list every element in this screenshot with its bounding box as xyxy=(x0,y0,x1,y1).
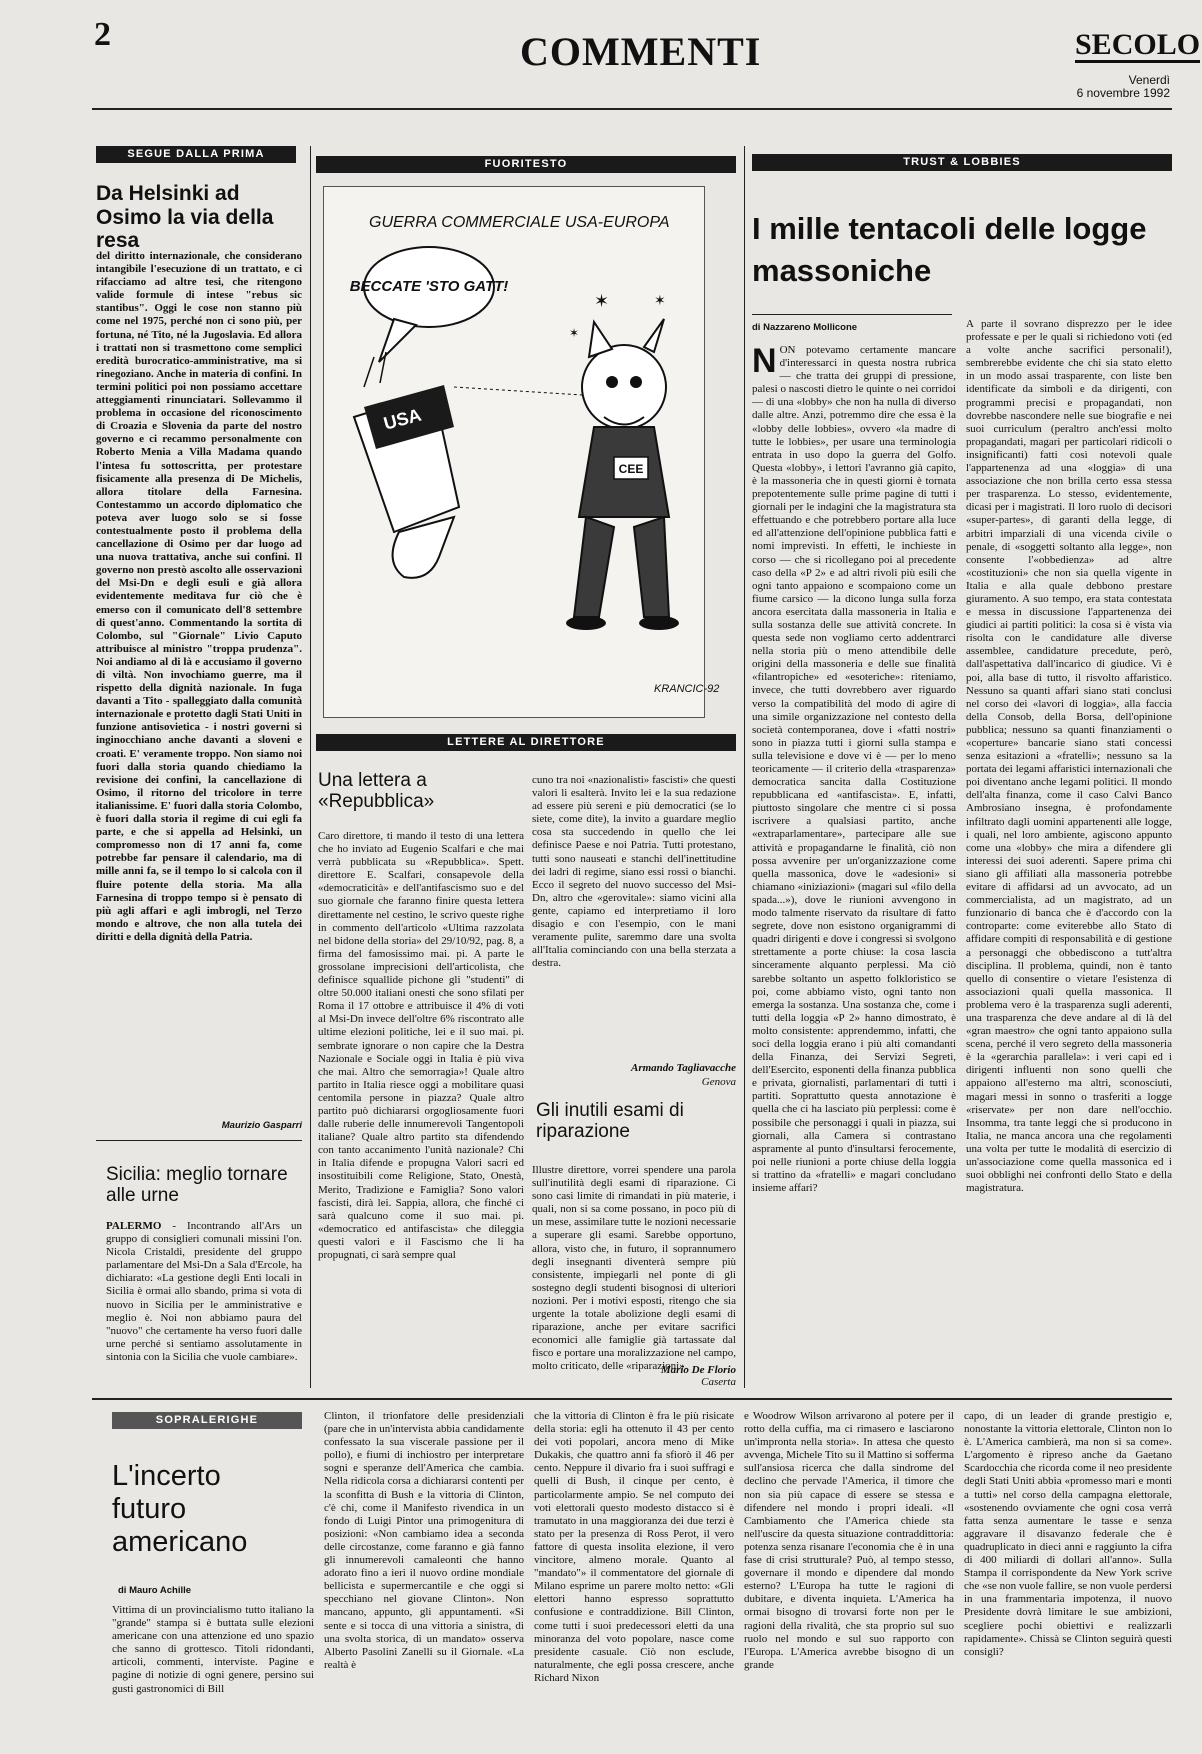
article-incerto-col2: Clinton, il trionfatore delle presidenziali (pare che in un'intervista abbia candidamente confessato la sua viscerale passione per il pollo), e fiumi di inchiostro per interpretare sogni e speranze dell'America che cambia. Nella ridicola corsa a dichiararsi contenti per la sconfitta di Bush e la vittoria di Clinton, c'è chi, come il Manifesto rivendica in un fondo di Luigi Pintor una primogenitura di posizioni: «Non cambiamo idea a seconda delle circostanze, come faranno e già fanno gli innumerevoli camaleonti che hanno adorato fino a ieri il nuovo ordine mondiale bellicista e supermercantile e che oggi si specchiano nel giovane Clinton». Non mancano, appunto, gli appuntamenti. «Si sente e si tocca di una vittoria a sinistra, di una svolta storica, di un mandato» osserva Alberto Pasolini Zanelli su il Giornale. «La realtà è xyxy=(324,1410,524,1671)
city-caserta: Caserta xyxy=(701,1376,736,1388)
section-label-lettere: LETTERE AL DIRETTORE xyxy=(316,734,736,751)
headline-helsinki: Da Helsinki ad Osimo la via della resa xyxy=(96,182,274,253)
cartoon-frame xyxy=(323,186,720,718)
section-label-trust-lobbies: TRUST & LOBBIES xyxy=(752,154,1172,171)
star-icon: ✶ xyxy=(654,294,666,309)
masthead-logo: SECOLO xyxy=(1075,28,1201,61)
section-label-segue: SEGUE DALLA PRIMA xyxy=(96,146,296,163)
cat-legs xyxy=(574,517,669,617)
article-incerto-col5: capo, di un leader di grande prestigio e, nonostante la vittoria elettorale, Clinton non lo è. L'America cambierà, ma non si sa come». L'argomento è ripreso anche da Gaetano Scardocchia che ricorda come il neo presidente degli Stati Uniti abbia «promesso mari e monti a tutti» nel corso della campagna elettorale, «sostenendo ovviamente che ogni cosa verrà fatta senza aumentare le tasse e senza aggravare il disavanzo federale che è quadruplicato in dieci anni e raggiunto la cifra di 400 miliardi di dollari all'anno». Sulla Stampa il corrispondente da New York scrive che «se non vuole fallire, se non vuole perdersi in una frammentaria impotenza, il nuovo Presidente dovrà limitare le sue ambizioni, scegliere pochi obiettivi e realizzarli rapidamente». Chissà se Clinton seguirà questi consigli? xyxy=(964,1410,1172,1658)
cat-head xyxy=(582,345,666,429)
article-logge-text-a: ON potevamo certamente mancare d'interessarci in questa nostra rubrica — che tratta dei gruppi di pressione, palesi o nascosti dietro le quinte o nei corridoi — di una «lobby» che non ha nulla di diverso dalle altre. Anzi, potremmo dire che essa è la «lobby delle lobbies», ovvero «la madre di tutte le lobbies», per usare una terminologia entrata in uso dopo la guerra del Golfo. Questa «lobby», i lettori l'avranno già capito, è la massoneria che in questi giorni è tornata prepotentemente sulle prime pagine di tutti i giornali per le indagini che la magistratura sta effettuando e che potrebbero portare alla luce ed all'attenzione dell'opinione pubblica fatti e nomi imprevisti. In effetti, le inchieste in corso — che si ricollegano poi al precedente caso della «P 2» e ad altri rivoli più esili che ogni tanto appaiono e scompaiono come un fiume carsico — la dicono lunga sulla forza ancora esercitata dalla massoneria in Italia e sulla sostanza delle sue attività concrete. In questa sede non vogliamo certo addentrarci nella storia più o meno attendibile delle origini della massoneria e delle sue finalità «filantropiche» ed «esoteriche»: riteniamo, invece, che tutti dovrebbero aver riguardo verso la compatibilità del modo di agire di una simile organizzazione nel contesto della società contemporanea, dove i «fatti nostri» sono in piazza tutti i giorni sulla stampa e sulla televisione e dove vi è — per lo meno teoricamente — il criterio della «trasparenza» democratica sancita dalla Costituzione repubblicana ed «antifascista». E, infatti, piuttosto singolare che mentre ci si possa iscrivere a qualsiasi partito, anche «extraparlamentare», partecipare alle sue attività e propagandarne le finalità, ciò non possa avvenire per un'organizzazione come quella massonica, dove le «adesioni» si chiamano «iniziazioni» (magari sul «filo della spada...»), dove le riunioni avvengono in modo talmente riservato da risultare di fatto segrete, dove non esistono organigrammi di quadri dirigenti e dove i congressi si svolgono strettamente a porte chiuse: la cosa lascia sinceramente alquanto perplessi. Ma ciò sarebbe soltanto un aspetto folkloristico se poi, come abbiamo visto, ogni tanto non emerga la sostanza. Una sostanza che, come i tutti della loggia «P 2» hanno dimostrato, è molto consistente: apprendemmo, infatti, che soci della loggia erano i più alti comandanti della Finanza, dei Servizi Segreti, dell'Esercito, esponenti della finanza pubblica e privata, giornalisti, parlamentari di tutti i partiti. Soprattutto questa annotazione è quella che ci ha lasciato più perplessi: come è possibile che personaggi i quali in piazza, sui giornali, alla Camera si contrastano aspramente al punto d'insultarsi ferocemente, poi nelle riunioni a porte chiuse della loggia si trattino da «fratelli» e magari concludano insieme affari? xyxy=(752,344,956,1194)
byline-rule xyxy=(752,314,952,315)
column-rule xyxy=(744,146,745,1388)
cat-foot xyxy=(566,616,606,630)
bottom-section-rule xyxy=(92,1398,1172,1400)
section-label-fuoritesto: FUORITESTO xyxy=(316,156,736,173)
cat-foot xyxy=(639,616,679,630)
motion-line xyxy=(364,357,374,387)
article-sicilia-body xyxy=(106,1220,302,1388)
cartoon-illustration xyxy=(324,187,720,717)
issue-date xyxy=(1070,74,1170,100)
byline-achille: di Mauro Achille xyxy=(118,1585,192,1596)
author-tagliavacche: Armando Tagliavacche xyxy=(630,1062,736,1074)
date: 6 novembre 1992 xyxy=(1076,86,1170,100)
drop-cap: N xyxy=(752,342,777,380)
author-de-florio: Mario De Florio xyxy=(660,1364,736,1376)
page-number: 2 xyxy=(94,16,111,53)
headline-incerto-futuro: L'incerto futuro americano xyxy=(112,1460,248,1558)
article-logge-body-a xyxy=(752,344,956,1386)
cat-eye xyxy=(606,376,618,388)
balloon-text: BECCATE 'STO GATT! xyxy=(349,278,509,295)
cartoon-title: GUERRA COMMERCIALE USA-EUROPA xyxy=(369,214,670,231)
article-incerto-col3: che la vittoria di Clinton è fra le più risicate della storia: egli ha ottenuto il 43 per cento dei voti popolari, ancora meno di Mike Dukakis, che quattro anni fa sfiorò il 46 per cento. Neppure il divario fra i suoi suffragi e quelli di Bush, il cinque per cento, è particolarmente ampio. Se nel computo dei voti elettorali questo modesto distacco si è tramutato in una maggioranza dei due terzi è stato per la presenza di Ross Perot, il vero fattore di questa insolita elezione, il vero vincitore, almeno morale. Quanto al "mandato"» il commentatore del giornale di Milano esprime un parere molto netto: «Gli elettori hanno espresso soprattutto confusione e contraddizione. Bill Clinton, come tutti i suoi predecessori eletti da una minoranza del voto popolare, nasce come presidente casuale. Ciò non esclude, naturalmente, che egli possa crescere, anche Richard Nixon xyxy=(534,1410,734,1684)
divider xyxy=(96,1140,302,1141)
article-sicilia-text: - Incontrando all'Ars un gruppo di consiglieri comunali missini l'on. Nicola Cristaldi, presidente del gruppo parlamentare del Msi-Dn a Sala d'Ercole, ha dichiarato: «La gestione degli Enti locali in Sicilia è ormai allo sbando, prima si vota di nuovo in Sicilia per le amministrative e meglio è. Noi non abbiamo paura del "nuovo" che certamente ha verso fuori dalle urne perché si sentiamo assolutamente in sintonia con la Sicilia che vuole cambiare». xyxy=(106,1220,302,1363)
headline-sicilia: Sicilia: meglio tornare alle urne xyxy=(106,1164,288,1207)
letter-repubblica-continued: cuno tra noi «nazionalisti» fascisti» che questi valori li esalterà. Invito lei e la sua redazione ad essere più sereni e più democratici (se lo siete, come dite), la invito a guardare meglio cosa sta succedendo in quello che lei definisce Paese e noi Patria. Tutti protestano, tutti sono nauseati e stanchi dell'inettitudine dei ladri di regime, siano essi rossi o bianchi. Ecco il segreto del nuovo successo del Msi-Dn, altro che «gerovitale»: siamo vicini alla gente, capiamo ed interpretiamo il loro disagio e con l'esempio, con le mani veramente pulite, saremmo dare una svolta all'Italia cominciando con una bella sterzata a destra. xyxy=(532,774,736,970)
header-rule xyxy=(92,108,1172,110)
cartoonist-signature: KRANCIC-92 xyxy=(654,683,720,695)
author-gasparri: Maurizio Gasparri xyxy=(221,1120,302,1131)
weekday: Venerdì xyxy=(1128,73,1170,87)
letter-esami-body: Illustre direttore, vorrei spendere una parola sull'inutilità degli esami di riparazione. Ci sono casi limite di rimandati in più materie, i quali, non si sa come possano, in poco più di un mese, assimilare tutte le nozioni necessarie a superare gli esami. Sarebbe opportuno, allora, visto che, in futuro, il soprannumero degli insegnanti diventerà sempre più consistente, impiegarli nel ponte di gli sostegno degli studenti bisognosi di ulteriori nozioni. Per i motivi esposti, ritengo che sia urgente la totale abolizione degli esami di riparazione, anche per evitare sacrifici economici alle famiglie già tartassate dal fisco e portare una moralizzazione nel campo, molto criticato, delle «riparazioni». xyxy=(532,1164,736,1373)
star-icon: ✶ xyxy=(594,291,610,311)
column-rule xyxy=(310,146,311,1388)
cee-label: CEE xyxy=(618,462,644,476)
article-incerto-col4: e Woodrow Wilson arrivarono al potere per il rotto della cuffia, ma ci rimasero e lasciarono un'impronta nella storia». In attesa che questo avvenga, Michele Tito su il Mattino si sofferma sull'ansiosa ricerca che dalla sindrome del declino che pervade l'America, il timore che non sia più capace di essere se stessa e difendere nel mondo i propri ideali. «Il Cambiamento che l'America chiede sta nell'uscire da questa situazione contraddittoria: potenza senza risanare l'economia che è in una fase di crisi strutturale? Può, al tempo stesso, governare il mondo e dipendere dal mondo esterno? L'Europa ha tutte le ragioni di dubitare, e diventa inquieta. L'America ha ormai bisogno di trovarsi forte non per le ragioni della rivalità, che sta proprio sul suo ruolo nel mondo e sul suo rapporto con l'Europa. L'America avrebbe bisogno di un grande xyxy=(744,1410,954,1671)
star-icon: ✶ xyxy=(569,326,580,340)
article-logge-body-b: A parte il sovrano disprezzo per le idee professate e per le quali si richiedono voti (ed a volte anche sacrifici personali!), sembrerebbe evidente che chi sia stato eletto in un modo assai trasparente, con liste ben identificate da simboli e da dirigenti, con programmi precisi e propagandati, non dovrebbe nascondere nelle sue biografie e nei suoi curriculum (peraltro anch'essi molto propagandati, magari per particolari ridicoli o insignificanti) fatti così notevoli quale l'appartenenza ad una «loggia» di una associazione che non brilla certo essa stessa per trasparenza. Lo stesso, evidentemente, dicasi per i magistrati. Il loro ruolo di decisori «super-partes», di garanti della legge, di arbitri imparziali di una vicenda civile o penale, di «soggetti soltanto alla legge», non consente l'«obbedienza» ad altre «costituzioni» che non sia quella vigente in Italia e alla quale debbono prestare giuramento. A suo tempo, era stata contestata e messa in discussione l'appartenenza dei giudici ai partiti politici: la cosa si è vista via risolta con le candidature alle diverse assemblee, candidature precedute, però, dall'aspettativa dall'incarico di giudice. Vi è poi, alla base di tutto, il risvolto affaristico. Nessuno sa quanti affari siano stati conclusi nel corso dei «lavori di loggia», alla faccia della Consob, della Borsa, dell'opinione pubblica; nessuno sa quanti finanziamenti o «coperture» bancarie siano stati concessi senza esitazioni a «fratelli»; nessuno sa la portata dei legami affaristici internazionali che poi diventano anche legami politici. Il mondo dell'alta finanza, come il caso Calvi Banco Ambrosiano insegna, è profondamente infiltrato dagli uomini appartenenti alle logge, i quali, nel loro ambiente, agiscono appunto come una «lobby» che mira a difendere gli interessi dei suoi aderenti. Sapere prima chi siano gli affiliati alla massoneria potrebbe evitare di affidarsi ad un avvocato, ad un commercialista, ad un magistrato, ad un funzionario di banca che è d'accordo con la controparte: come eviterebbe allo Stato di affidare compiti di responsabilità e di gestione a personaggi che obbediscono a tutt'altra disciplina. Il problema, quindi, non è tanto quello di consentire o vietare l'esistenza di associazioni quali quella massonica. Il problema vero è la trasparenza sugli aderenti, una trasparenza che deve andare al di là del «gran maestro» che ogni tanto appaiono sulla scena, perché il vero segreto della massoneria è la «gerarchia parallela»: i veri capi ed i dirigenti influenti non sono quelli che appaiono all'esterno ma altri, sconosciuti, magari messi in sonno o trasferiti a logge «riservate» per non dare nell'occhio. Insomma, tra tante leggi che si producono in Italia, ne manca ancora una che regolamenti una volta per tutte le modalità di esercizio di un'associazione come quella massonica ed i suoi obblighi nei confronti dello Stato e della magistratura. xyxy=(966,318,1172,1195)
cat-eye xyxy=(630,376,642,388)
city-genova: Genova xyxy=(701,1076,736,1088)
headline-lettera-repubblica: Una lettera a «Repubblica» xyxy=(318,770,435,813)
headline-logge-massoniche: I mille tentacoli delle logge massoniche xyxy=(752,211,1147,288)
section-title: COMMENTI xyxy=(520,29,762,74)
byline-mollicone: di Nazzareno Mollicone xyxy=(752,322,858,333)
headline-esami-riparazione: Gli inutili esami di riparazione xyxy=(536,1100,684,1143)
dateline-palermo: PALERMO xyxy=(106,1220,162,1232)
section-label-sopralerighe: SOPRALERIGHE xyxy=(112,1412,302,1429)
article-helsinki-body: del diritto internazionale, che considerano intangibile l'esecuzione di un trattato, e ci rifacciamo ad altre tesi, che ritengono valide formule di intese "rebus sic stantibus". Oggi le cose non stanno più come nel 1975, perché non ci sono più, per fortuna, né Tito, né la Jugoslavia. Ed allora i trattati non si trasmettono come semplici eredità burocratico-amministrative, ma si rinegoziano. Anche in materia di confini. In termini politici poi non possiamo accettare atteggiamenti rinunciatari. Sollevammo il problema in occasione del riconoscimento di Croazia e Slovenia da parte del nostro governo e ci recammo personalmente con Roberto Menia a Villa Madama quando l'intesa fu sottoscritta, per protestare fisicamente alla presenza di De Michelis, allora titolare della Farnesina. Contestammo un accordo diplomatico che poteva aver luogo solo se si fosse contestualmente posto il problema della cancellazione di Osimo per dar luogo ad una nuova trattativa, anche sui confini. Il governo non prestò ascolto alle osservazioni del Msi-Dn e degli esuli e già allora evidentemente meditava fur ciò che è emerso con il comunicato dell'8 settembre di quest'anno. Commentando la sortita di Colombo, sul "Giornale" Livio Caputo attribuisce al ministro "troppa prudenza". Noi andiamo al di là e accusiamo il governo di viltà. Non invochiamo guerre, ma il rispetto della dignità nazionale. In fuga davanti a Tito - spalleggiato dalla comunità internazionale e protetto dagli Stati Uniti in funzione antisovietica - i nostri governi si inginocchiano anche davanti a sloveni e croati. E' veramente troppo. Non siamo noi fuori dalla storia quando chiediamo la revisione dei confini, la cancellazione di Osimo, il ritorno del tricolore in terre italianissime. E' fuori dalla storia Colombo, è fuori dalla storia il regime di cui egli fa parte, e che si appella ad Helsinki, un compromesso non di 17 anni fa, come potrebbe far pensare il calendario, ma di mille anni fa, se il tempo lo si calcola con il fluire potente della storia. Ma alla Farnesina di troppo tempo si è pensato di più agli affari e agli imbrogli, nel Terzo mondo e altrove, che non alla tutela dei diritti e della dignità della Patria. xyxy=(96,250,302,943)
sleeve-label: USA xyxy=(381,404,424,434)
article-incerto-intro: Vittima di un provincialismo tutto italiano la "grande" stampa si è buttata sulle elezioni americane con una attenzione ed uno spazio che sanno di grottesco. Titoli ridondanti, articoli, commenti, interviste. Pagine e pagine di notizie di ogni genere, persino sui gusti gastronomici di Bill xyxy=(112,1604,314,1695)
letter-repubblica-body: Caro direttore, ti mando il testo di una lettera che ho inviato ad Eugenio Scalfari e che mai verrà pubblicata su «Repubblica». Spett. direttore E. Scalfari, consapevole della «democraticità» e dell'antifascismo suo e del suo giornale che faranno finire questa lettera direttamente nel cestino, le scrivo queste righe in commento dell'articolo «Ultima razzolata nel bidone della storia» del 29/10/92, pag. 8, a firma del famosissimo mai. pi. A parte le grossolane imprecisioni dell'articolista, che definisce squallide pichone gli "studenti" di oltre 50.000 italiani onesti che sono sfilati per Roma il 17 ottobre e attribuisce il 4% di voti al Msi-Dn invece dell'oltre 6% riscontrato alle ultime elezioni politiche, lei e il suo mai. pi. sembrate ignorare o non capire che la Destra Nazionale e Sociale oggi in Italia è più viva che mai. Altro che semorragia»! Quale altro partito in Italia riesce oggi a mobilitare quasi centomila persone in piazza? Quale altro partito può dichiararsi orgogliosamente fuori dalle ruberie delle innumerevoli Tangentopoli italiane? Quale altro partito sta difendendo con tanto accanimento l'unità nazionale? Chi in Italia difende e propugna Valori sacri ed insostituibili come Religione, Stato, Onestà, Merito, Tradizione e Famiglia? Sono valori fascisti, dirà lei. Sappia, allora, che finché ci sarà qualcuno come il suo mai. pi. «democratico ed antifascista» che dileggia questi valori e il Fascismo che li ha propugnati, ci sarà sempre qual xyxy=(318,830,524,1261)
